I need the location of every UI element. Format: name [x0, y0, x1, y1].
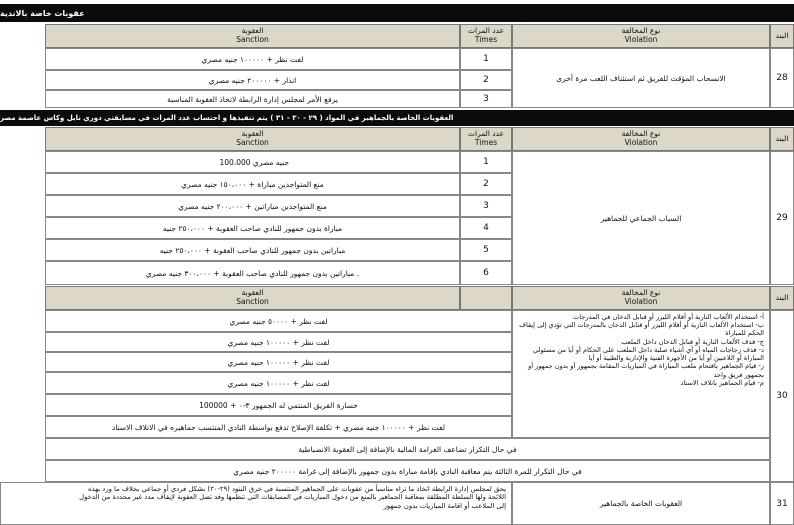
sanction-text: جنيه مصري 100،000 — [219, 157, 289, 167]
times-text: 1 — [483, 157, 489, 167]
sanction-cell — [45, 372, 512, 394]
sanction-text: لفت نظر + ١٠٠٠٠٠ جنيه مصري — [227, 357, 330, 367]
sanction-line: إلى الملاعب أو اقامة المباريات بدون جمهور — [383, 501, 506, 510]
times-header-en: Times — [474, 138, 498, 147]
sanction-cell — [45, 217, 460, 239]
times-header — [460, 24, 512, 48]
sanction-text: لفت نظر + ١٠٠٠٠٠ جنيه مصري — [227, 378, 330, 388]
times-header-ar: عدد المرات — [467, 26, 505, 36]
violation-item: ب- استخدام الألعاب النارية أو أقلام الليزر أو قنابل الدخان بالمدرجات التي تؤدي إلى إيقاف الحكم للمباراة — [519, 321, 764, 338]
violation-header — [512, 127, 770, 151]
sanction-header — [45, 286, 460, 310]
sanction-line: اللائحة ولها السلطة المطلقة بمعاقبة الجماهير بالمنع من دخول المباريات في المسابقات التي تنظمها وقد تصل العقوبة لإيقاف مدد غير محددة من الدخول — [79, 493, 506, 502]
sanction-cell — [45, 90, 460, 108]
sanction-header-en: Sanction — [236, 297, 269, 306]
title-bar-text: عقوبات خاصة بالاندية — [0, 8, 85, 18]
times-cell — [460, 173, 512, 195]
times-text: 3 — [483, 94, 489, 104]
times-cell — [460, 90, 512, 108]
times-text: 5 — [483, 245, 489, 255]
sanction-cell — [45, 332, 512, 352]
sanction-cell — [45, 151, 460, 173]
times-text: 2 — [483, 179, 489, 189]
clause-number: 28 — [776, 73, 788, 83]
clause-header-text: البند — [775, 133, 789, 143]
violation-item: ج- قذف الألعاب النارية أو قنابل الدخان داخل الملعب — [621, 337, 764, 346]
sanction-text: لفت نظر + ١٠٠٠٠٠ جنيه مصري — [227, 337, 330, 347]
clause-header-text: البند — [775, 30, 789, 40]
violation-header — [512, 286, 770, 310]
sanction-text: يرفع الأمر لمجلس إدارة الرابطة لاتخاذ العقوبة المناسبة — [167, 94, 338, 104]
sanction-text: منع المتواجدين مباراتين + ٢٠٠،٠٠٠ جنيه مصري — [178, 201, 327, 211]
clause-number: 29 — [776, 213, 788, 223]
times-text: 4 — [483, 223, 489, 233]
clause-header — [770, 127, 794, 151]
clause-cell — [770, 482, 794, 525]
sanction-cell — [45, 48, 460, 70]
sanction-header — [45, 24, 460, 48]
violation-text: الانسحاب المؤقت للفريق ثم استئناف اللعب مرة أخرى — [556, 73, 726, 83]
times-cell — [460, 217, 512, 239]
clause-cell — [770, 310, 794, 482]
repeat-note-text: في حال التكرار تضاعف الغرامة المالية بالإضافة إلى العقوبة الانضباطية — [298, 444, 517, 454]
third-repeat-note-text: في حال التكرار للمرة الثالثة يتم معاقبة النادي بإقامة مباراة بدون جمهور بالإضافة إلى غرامة ٢٠٠٠٠٠ جنيه مصري — [233, 466, 582, 476]
times-header-en: Times — [474, 35, 498, 44]
violation-list — [512, 310, 770, 438]
violation-text: السباب الجماعي للجماهير — [600, 213, 682, 223]
violation-header-en: Violation — [624, 138, 658, 147]
sanction-cell — [45, 261, 460, 285]
times-cell — [460, 48, 512, 70]
sanction-cell — [45, 195, 460, 217]
violation-header-ar: نوع المخالفة — [621, 129, 661, 139]
violation-header-ar: نوع المخالفة — [621, 288, 661, 298]
violation-item: ز- قيام الجماهير باقتحام ملعب المباراة في المباريات المقامة بجمهور أو بدون جمهور أو بجمهور فريق واحد — [528, 362, 764, 379]
sanction-cell — [45, 352, 512, 372]
fans-sanctions-bar-text: العقوبات الخاصة بالجماهير في المواد ( ٢٩ - ٣٠ - ٣١ ) يتم تنفيذها و احتساب عدد المرات في مسابقتي دوري نايل وكاس عاصمة مصر — [0, 114, 454, 122]
fans-sanctions-bar — [0, 110, 794, 126]
clause-number: 31 — [776, 498, 788, 509]
times-text: 1 — [483, 54, 489, 64]
times-header — [460, 127, 512, 151]
sanction-cell — [45, 70, 460, 90]
violation-header-ar: نوع المخالفة — [621, 26, 661, 36]
times-cell — [460, 70, 512, 90]
violation-header-en: Violation — [624, 35, 658, 44]
violation-text: العقوبات الخاصة بالجماهير — [599, 499, 683, 508]
clause-header — [770, 24, 794, 48]
sanction-text: لفت نظر + ١٠٠٠٠٠ جنيه مصري + تكلفة الإصلاح تدفع بواسطة النادي المنتسب جماهيره في الاتلاف الاسناد — [111, 422, 446, 432]
sanction-cell — [45, 416, 512, 438]
violation-cell — [512, 48, 770, 108]
violation-item: م- قيام الجماهير باتلاف الاستاد — [680, 378, 764, 387]
clause-cell — [770, 48, 794, 108]
violation-header-en: Violation — [624, 297, 658, 306]
clause-header-text: البند — [775, 292, 789, 302]
sanction-text: مباراتين بدون جمهور للنادي صاحب العقوبة + ٣٠٠،٠٠٠ جنيه مصري . — [145, 268, 360, 278]
sanction-text: انذار + ٢٠٠٠٠٠ جنيه مصري — [208, 75, 297, 85]
sanction-line: يحق لمجلس إدارة الرابطة اتخاذ ما تراه مناسباً من عقوبات على الجماهير المنتسبة في خرق البنود (٢٩-٣٠) بشكل فردي أو جماعي بخلاف ما ورد بهذه — [87, 485, 506, 493]
sanction-text: مباراة بدون جمهور للنادي صاحب العقوبة + ٢٥٠،٠٠٠ جنيه — [162, 223, 343, 233]
sanction-text: خسارة الفريق المنتمي له الجمهور ٣-٠ + 100000 — [199, 400, 358, 410]
sanction-header-ar: العقوبة — [241, 26, 264, 36]
sanction-text: مباراتين بدون جمهور للنادي صاحب العقوبة + ٢٥٠،٠٠٠ جنيه — [159, 245, 346, 255]
times-header-ar: عدد المرات — [467, 129, 505, 139]
sanction-header-ar: العقوبة — [241, 129, 264, 139]
violation-item: د- قذف زجاجات المياه أو أي أشياء صلبة داخل الملعب على الحكام أو أيا من مسئولي المباراة أو اللاعبين أو أيا من الأجهزة الفنية والإدارية والطبية أو أيا — [533, 345, 764, 363]
clause-header — [770, 286, 794, 310]
sanction-header-ar: العقوبة — [241, 288, 264, 298]
sanction-header — [45, 127, 460, 151]
sanction-cell — [45, 239, 460, 261]
violation-cell — [512, 482, 770, 525]
times-cell — [460, 261, 512, 285]
times-text: 2 — [483, 75, 489, 85]
repeat-note — [45, 438, 770, 460]
violation-header — [512, 24, 770, 48]
third-repeat-note — [45, 460, 770, 482]
violation-cell — [512, 151, 770, 285]
sanction-header-en: Sanction — [236, 138, 269, 147]
sanction-cell — [45, 310, 512, 332]
sanction-cell — [45, 173, 460, 195]
times-text: 6 — [483, 268, 489, 278]
sanction-text: منع المتواجدين مباراة + ١٥٠،٠٠٠ جنيه مصري — [181, 179, 324, 189]
clause-cell — [770, 151, 794, 285]
sanction-header-en: Sanction — [236, 35, 269, 44]
times-text: 3 — [483, 201, 489, 211]
times-cell — [460, 195, 512, 217]
sanction-text: لفت نظر + ٥٠٠٠٠ جنيه مصري — [229, 316, 328, 326]
violation-item: أ- استخدام الألعاب النارية أو أقلام الليزر أو قنابل الدخان في المدرجات — [573, 313, 764, 321]
clause-number: 30 — [776, 391, 788, 401]
times-cell — [460, 239, 512, 261]
sanction-cell — [0, 482, 512, 525]
times-header-blank — [460, 286, 512, 310]
sanction-text: لفت نظر + ١٠٠٠٠٠ جنيه مصري — [201, 54, 304, 64]
times-cell — [460, 151, 512, 173]
title-bar — [0, 4, 794, 22]
sanction-cell — [45, 394, 512, 416]
